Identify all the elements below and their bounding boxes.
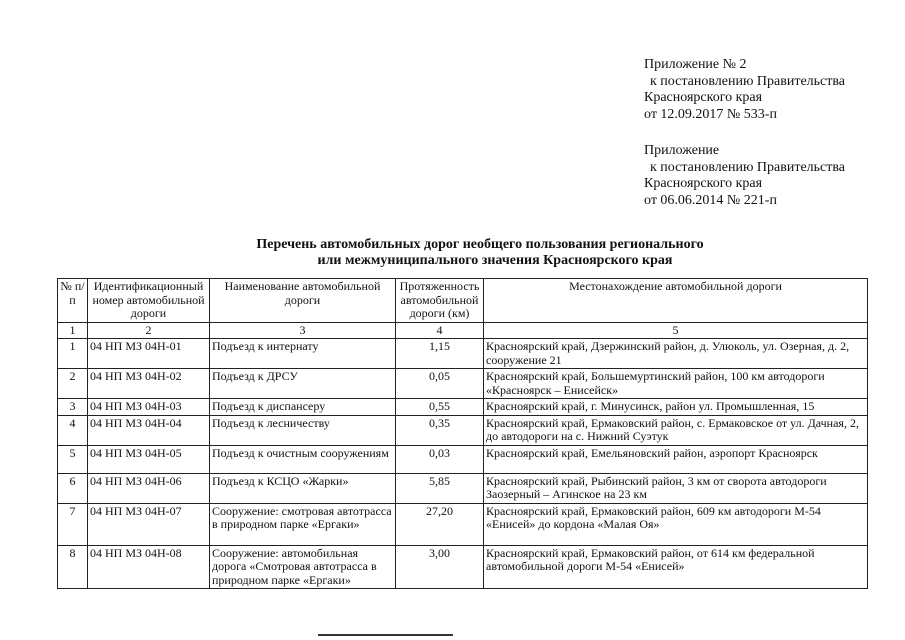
cell-num: 4 <box>58 415 88 445</box>
cell-location: Красноярский край, Ермаковский район, от 614 км федеральной автомобильной дороги М-54 «Енисей» <box>484 545 868 589</box>
column-index: 3 <box>210 322 396 339</box>
cell-num: 2 <box>58 369 88 399</box>
cell-id: 04 НП МЗ 04Н-03 <box>88 399 210 416</box>
header-id: Идентификационный номер автомобильной дороги <box>88 279 210 323</box>
appendix-line: к постановлению Правительства <box>650 73 846 89</box>
title-line-2: или межмуниципального значения Красноярского края <box>317 253 673 268</box>
document-title <box>100 237 860 269</box>
cell-id: 04 НП МЗ 04Н-08 <box>88 545 210 589</box>
cell-num: 3 <box>58 399 88 416</box>
cell-length: 1,15 <box>396 339 484 369</box>
appendix-original <box>644 143 845 209</box>
cell-num: 1 <box>58 339 88 369</box>
table-row <box>58 503 868 545</box>
cell-id: 04 НП МЗ 04Н-01 <box>88 339 210 369</box>
column-index: 4 <box>396 322 484 339</box>
appendix-line: Приложение <box>644 143 720 158</box>
cell-location: Красноярский край, Ермаковский район, с. Ермаковское от ул. Дачная, 2, до автодороги на с. Нижний Суэтук <box>484 415 868 445</box>
footer-rule <box>318 634 453 636</box>
appendix-line: к постановлению Правительства <box>650 159 846 175</box>
appendix-line: Приложение № 2 <box>644 57 747 72</box>
cell-location: Красноярский край, Большемуртинский район, 100 км автодороги «Красноярск – Енисейск» <box>484 369 868 399</box>
header-length: Протяженность автомобильной дороги (км) <box>396 279 484 323</box>
header-num: № п/п <box>58 279 88 323</box>
cell-length: 5,85 <box>396 473 484 503</box>
cell-name: Подъезд к лесничеству <box>210 415 396 445</box>
cell-id: 04 НП МЗ 04Н-04 <box>88 415 210 445</box>
column-index-row <box>58 322 868 339</box>
table-row <box>58 369 868 399</box>
cell-name: Сооружение: смотровая автотрасса в природном парке «Ергаки» <box>210 503 396 545</box>
table-row <box>58 545 868 589</box>
cell-location: Красноярский край, Ермаковский район, 609 км автодороги М-54 «Енисей» до кордона «Малая Оя» <box>484 503 868 545</box>
column-index: 5 <box>484 322 868 339</box>
table-row <box>58 473 868 503</box>
cell-name: Подъезд к диспансеру <box>210 399 396 416</box>
column-index: 1 <box>58 322 88 339</box>
cell-id: 04 НП МЗ 04Н-02 <box>88 369 210 399</box>
cell-length: 0,55 <box>396 399 484 416</box>
cell-location: Красноярский край, г. Минусинск, район ул. Промышленная, 15 <box>484 399 868 416</box>
table-row <box>58 339 868 369</box>
cell-location: Красноярский край, Рыбинский район, 3 км от сворота автодороги Заозерный – Агинское на 23 км <box>484 473 868 503</box>
cell-name: Подъезд к интернату <box>210 339 396 369</box>
table-row <box>58 415 868 445</box>
table-row <box>58 399 868 416</box>
cell-num: 6 <box>58 473 88 503</box>
cell-id: 04 НП МЗ 04Н-06 <box>88 473 210 503</box>
roads-table <box>57 278 868 589</box>
cell-location: Красноярский край, Дзержинский район, д. Улюколь, ул. Озерная, д. 2, сооружение 21 <box>484 339 868 369</box>
cell-num: 5 <box>58 445 88 473</box>
cell-num: 8 <box>58 545 88 589</box>
appendix-current <box>644 57 845 123</box>
column-index: 2 <box>88 322 210 339</box>
cell-name: Сооружение: автомобильная дорога «Смотровая автотрасса в природном парке «Ергаки» <box>210 545 396 589</box>
cell-name: Подъезд к очистным сооружениям <box>210 445 396 473</box>
cell-num: 7 <box>58 503 88 545</box>
cell-length: 3,00 <box>396 545 484 589</box>
cell-length: 0,03 <box>396 445 484 473</box>
cell-length: 0,05 <box>396 369 484 399</box>
table-header-row <box>58 279 868 323</box>
cell-length: 27,20 <box>396 503 484 545</box>
cell-name: Подъезд к ДРСУ <box>210 369 396 399</box>
cell-id: 04 НП МЗ 04Н-07 <box>88 503 210 545</box>
appendix-line: Красноярского края <box>644 90 763 105</box>
appendix-line: от 06.06.2014 № 221-п <box>644 192 777 208</box>
appendix-line: Красноярского края <box>644 176 763 191</box>
header-name: Наименование автомобильной дороги <box>210 279 396 323</box>
table-row <box>58 445 868 473</box>
cell-name: Подъезд к КСЦО «Жарки» <box>210 473 396 503</box>
cell-id: 04 НП МЗ 04Н-05 <box>88 445 210 473</box>
header-location: Местонахождение автомобильной дороги <box>484 279 868 323</box>
cell-location: Красноярский край, Емельяновский район, аэропорт Красноярск <box>484 445 868 473</box>
cell-length: 0,35 <box>396 415 484 445</box>
appendix-line: от 12.09.2017 № 533-п <box>644 106 777 122</box>
title-line-1: Перечень автомобильных дорог необщего пользования регионального <box>256 237 704 252</box>
